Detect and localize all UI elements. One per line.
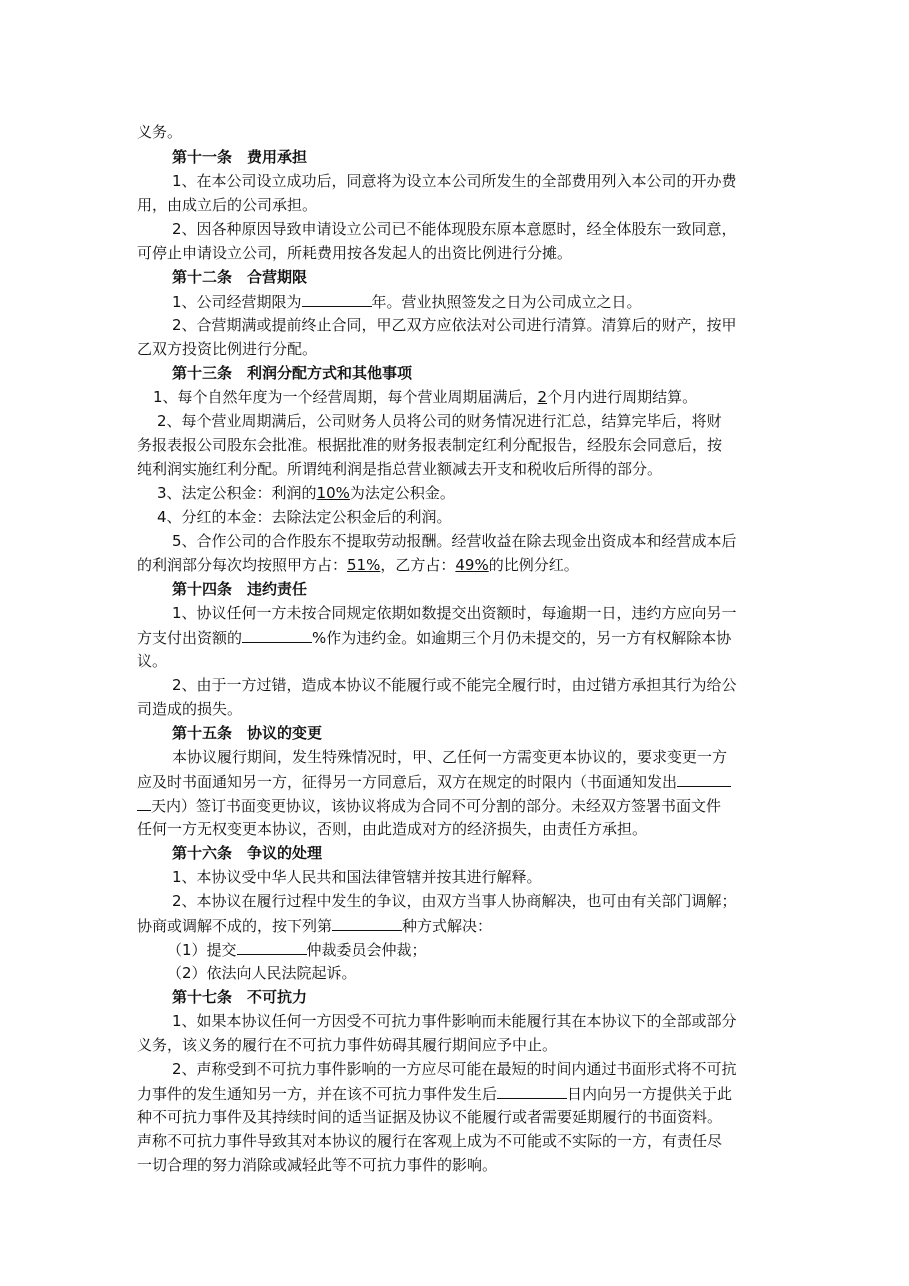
- fill-in-blank: [237, 939, 307, 955]
- text-line: 司造成的损失。: [137, 700, 243, 718]
- fill-in-blank: [137, 795, 151, 811]
- text-line: 2、声称受到不可抗力事件影响的一方应尽可能在最短的时间内通过书面形式将不可抗: [172, 1060, 737, 1078]
- text-fragment: 年。营业执照签发之日为公司成立之日。: [371, 293, 642, 311]
- text-line: 议。: [137, 652, 168, 670]
- fill-in-blank: [242, 627, 312, 643]
- text-fragment: 日内向另一方提供关于此: [567, 1085, 733, 1103]
- text-line: 1、在本公司设立成功后，同意将为设立本公司所发生的全部费用列入本公司的开办费: [172, 172, 737, 190]
- text-line: [137, 771, 731, 792]
- text-line: 1、协议任何一方未按合同规定依期如数提交出资额时，每逾期一日，违约方应向另一: [172, 604, 737, 622]
- text-line: 本协议履行期间，发生特殊情况时，甲、乙任何一方需变更本协议的，要求变更一方: [172, 748, 728, 766]
- text-fragment: 3、法定公积金：利润的: [157, 484, 317, 502]
- text-fragment: 仲裁委员会仲裁；: [306, 941, 427, 959]
- text-line: [137, 627, 731, 648]
- party-b-share-value: 49%: [455, 556, 489, 574]
- text-fragment: ，乙方占：: [380, 556, 456, 574]
- text-fragment: 种方式解决：: [402, 917, 493, 935]
- text-line: 乙双方投资比例进行分配。: [137, 340, 318, 358]
- text-fragment: 的比例分红。: [488, 556, 579, 574]
- text-line: 声称不可抗力事件导致其对本协议的履行在客观上成为不可能或不实际的一方，有责任尽: [137, 1132, 723, 1150]
- text-line: 2、由于一方过错，造成本协议不能履行或不能完全履行时，由过错方承担其行为给公: [172, 676, 737, 694]
- text-line: 用，由成立后的公司承担。: [137, 196, 318, 214]
- party-a-share-value: 51%: [347, 556, 381, 574]
- text-line: 2、因各种原因导致申请设立公司已不能体现股东原本意愿时，经全体股东一致同意，: [172, 220, 737, 238]
- option-line: [167, 939, 427, 960]
- article-16-heading: 第十六条 争议的处理: [172, 844, 323, 862]
- text-line: [137, 915, 492, 936]
- text-line: [157, 483, 455, 503]
- article-15-heading: 第十五条 协议的变更: [172, 724, 323, 742]
- article-13-heading: 第十三条 利润分配方式和其他事项: [172, 364, 413, 382]
- option-line: （2）依法向人民法院起诉。: [167, 964, 357, 982]
- text-line: 2、合营期满或提前终止合同，甲乙双方应依法对公司进行清算。清算后的财产，按甲: [172, 316, 737, 334]
- text-fragment: （1）提交: [167, 941, 237, 959]
- text-fragment: 个月内进行周期结算。: [547, 388, 698, 406]
- text-line: 2、本协议在履行过程中发生的争议，由双方当事人协商解决，也可由有关部门调解；: [172, 892, 737, 910]
- settlement-months-value: 2: [537, 388, 548, 406]
- text-line: 纯利润实施红利分配。所谓纯利润是指总营业额减去开支和税收后所得的部分。: [137, 460, 663, 478]
- text-fragment: 1、每个自然年度为一个经营周期，每个营业周期届满后，: [153, 388, 538, 406]
- text-line: 4、分红的本金：去除法定公积金后的利润。: [157, 508, 452, 526]
- text-line: 义务。: [137, 123, 183, 141]
- article-14-heading: 第十四条 违约责任: [172, 580, 308, 598]
- text-fragment: 1、公司经营期限为: [172, 293, 302, 311]
- text-fragment: 为法定公积金。: [349, 484, 455, 502]
- text-fragment: 方支付出资额的: [137, 629, 243, 647]
- text-fragment: 天内）签订书面变更协议，该协议将成为合同不可分割的部分。未经双方签署书面文件: [151, 797, 722, 815]
- term-line: [172, 291, 642, 312]
- article-11-heading: 第十一条 费用承担: [172, 148, 308, 166]
- fill-in-blank: [497, 1083, 567, 1099]
- text-line: 5、合作公司的合作股东不提取劳动报酬。经营收益在除去现金出资成本和经营成本后: [172, 532, 737, 550]
- text-line: 义务，该义务的履行在不可抗力事件妨碍其履行期间应予中止。: [137, 1036, 558, 1054]
- text-line: [137, 795, 721, 816]
- text-fragment: %作为违约金。如逾期三个月仍未提交的，另一方有权解除本协: [312, 629, 732, 647]
- text-line: 2、每个营业周期满后，公司财务人员将公司的财务情况进行汇总，结算完毕后，将财: [157, 412, 722, 430]
- fill-in-blank: [302, 291, 372, 307]
- text-line: 种不可抗力事件及其持续时间的适当证据及协议不能履行或者需要延期履行的书面资料。: [137, 1108, 723, 1126]
- text-line: 务报表报公司股东会批准。根据批准的财务报表制定红利分配报告，经股东会同意后，按: [137, 436, 723, 454]
- text-fragment: 力事件的发生通知另一方，并在该不可抗力事件发生后: [137, 1085, 498, 1103]
- text-line: [137, 555, 579, 575]
- fill-in-blank: [332, 915, 402, 931]
- text-line: 1、本协议受中华人民共和国法律管辖并按其进行解释。: [172, 868, 542, 886]
- text-line: 一切合理的努力消除或减轻此等不可抗力事件的影响。: [137, 1156, 498, 1174]
- text-line: [153, 387, 697, 407]
- reserve-percent-value: 10%: [316, 484, 350, 502]
- article-12-heading: 第十二条 合营期限: [172, 268, 308, 286]
- text-fragment: 的利润部分每次均按照甲方占：: [137, 556, 348, 574]
- article-17-heading: 第十七条 不可抗力: [172, 988, 308, 1006]
- text-fragment: 应及时书面通知另一方，征得另一方同意后，双方在规定的时限内（书面通知发出: [137, 773, 678, 791]
- text-fragment: 协商或调解不成的，按下列第: [137, 917, 333, 935]
- fill-in-blank: [677, 771, 731, 787]
- text-line: 任何一方无权变更本协议，否则，由此造成对方的经济损失，由责任方承担。: [137, 820, 648, 838]
- text-line: [137, 1083, 732, 1104]
- text-line: 可停止申请设立公司，所耗费用按各发起人的出资比例进行分摊。: [137, 244, 573, 262]
- text-line: 1、如果本协议任何一方因受不可抗力事件影响而未能履行其在本协议下的全部或部分: [172, 1012, 737, 1030]
